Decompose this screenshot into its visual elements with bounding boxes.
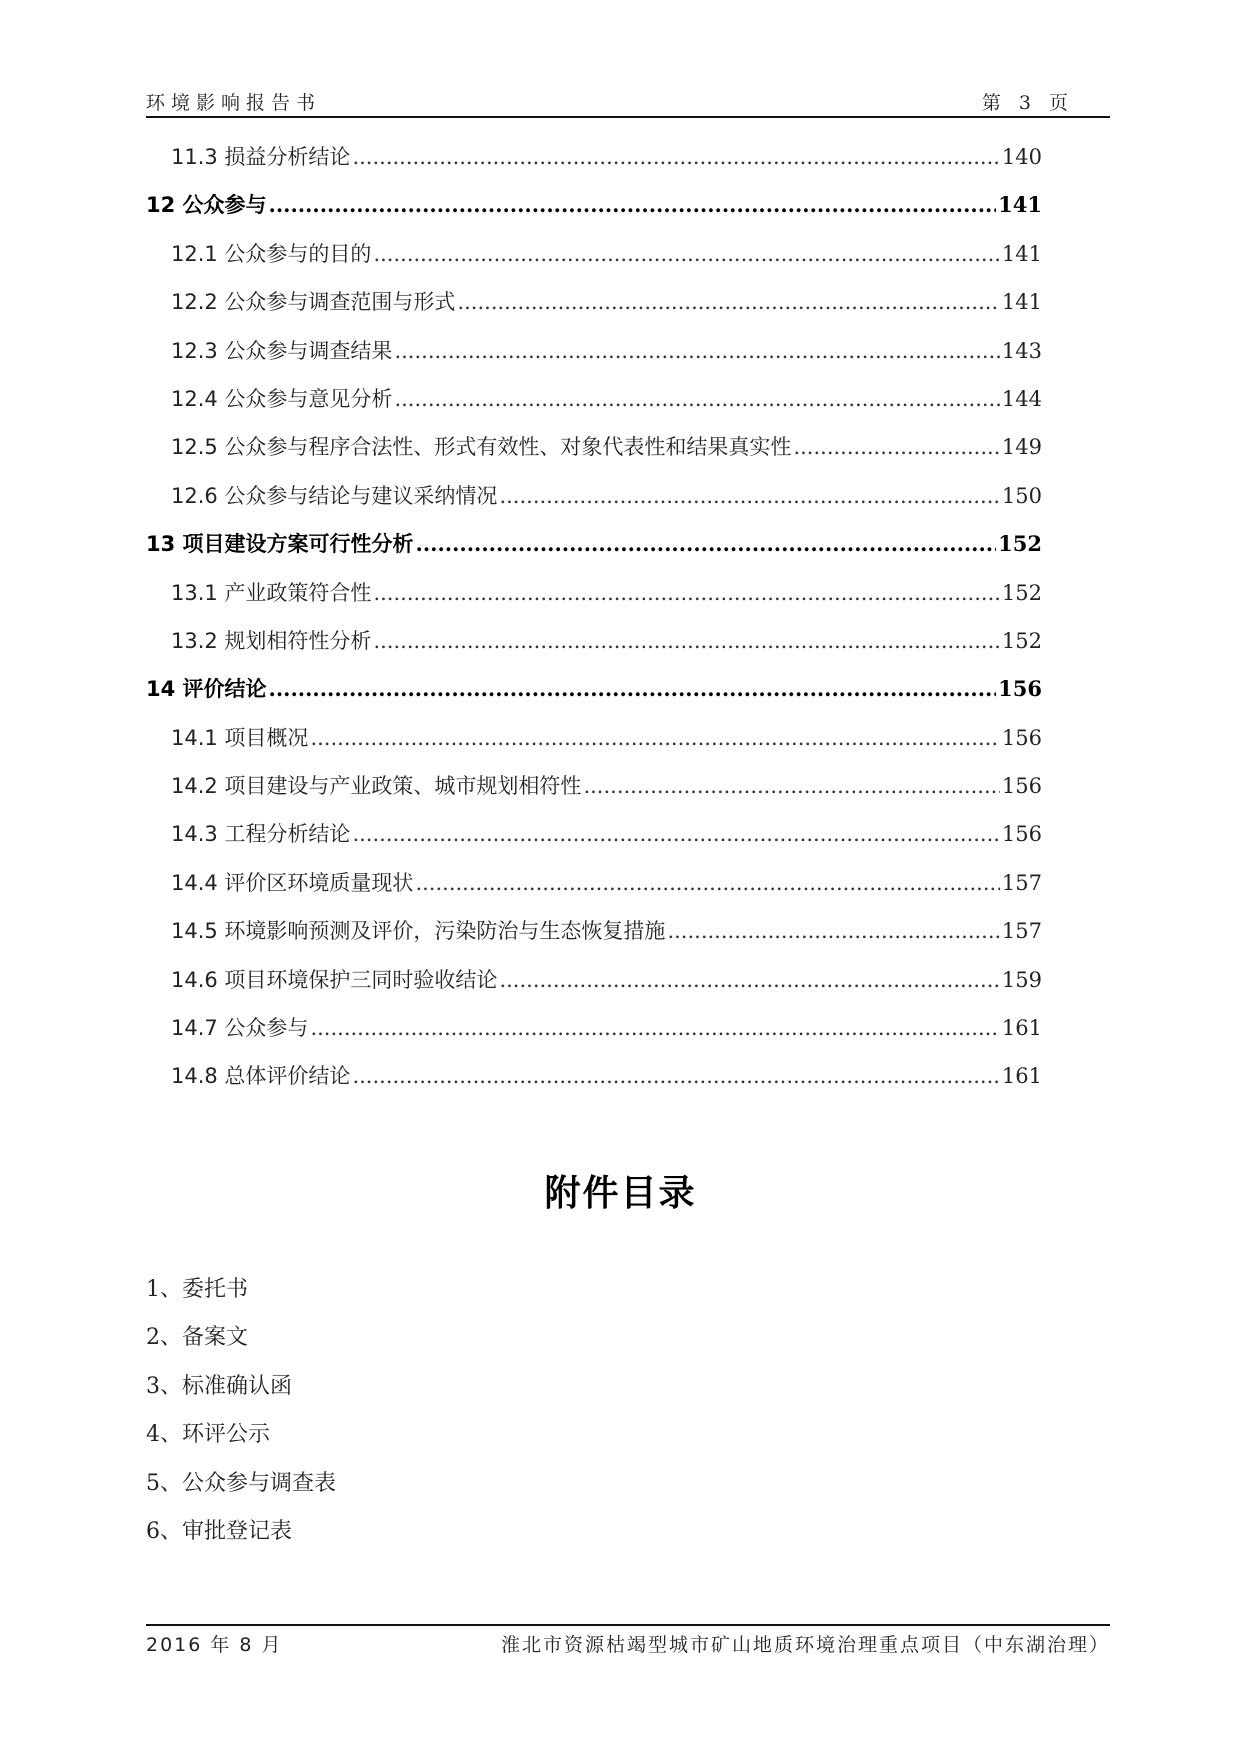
toc-entry[interactable] — [146, 288, 1042, 336]
annex-item: 6、审批登记表 — [146, 1518, 292, 1544]
toc-entry-label: 11.3 损益分析结论 — [171, 145, 351, 169]
toc-leader-dots — [310, 1014, 999, 1042]
footer-project-name: 淮北市资源枯竭型城市矿山地质环境治理重点项目（中东湖治理） — [500, 1634, 1110, 1656]
toc-leader-dots — [269, 191, 997, 219]
toc-leader-dots — [352, 143, 999, 171]
annex-item: 2、备案文 — [146, 1325, 248, 1351]
toc-entry[interactable] — [146, 579, 1042, 627]
toc-leader-dots — [793, 433, 999, 461]
toc-leader-dots — [667, 917, 999, 945]
annex-list — [146, 1275, 336, 1565]
toc-entry-label: 14.4 评价区环境质量现状 — [171, 870, 414, 895]
toc-leader-dots — [583, 772, 999, 800]
toc-leader-dots — [373, 579, 999, 607]
toc-entry-page: 140 — [1001, 145, 1042, 169]
toc-entry[interactable] — [146, 772, 1042, 820]
toc-entry-page: 159 — [1001, 967, 1042, 992]
toc-leader-dots — [499, 966, 999, 994]
toc-leader-dots — [416, 530, 997, 558]
toc-entry[interactable] — [146, 966, 1042, 1014]
toc-entry[interactable] — [146, 1062, 1042, 1110]
toc-entry[interactable] — [146, 482, 1042, 530]
toc-entry-label: 13.2 规划相符性分析 — [171, 628, 372, 653]
toc-entry-label: 14 评价结论 — [146, 677, 267, 702]
document-title: 环境影响报告书 — [146, 92, 322, 114]
toc-entry[interactable] — [146, 820, 1042, 868]
toc-leader-dots — [373, 627, 999, 655]
toc-entry-page: 152 — [1001, 580, 1042, 605]
toc-entry-label: 12 公众参与 — [146, 193, 267, 218]
annex-item: 5、公众参与调查表 — [146, 1470, 336, 1496]
toc-entry-label: 14.7 公众参与 — [171, 1016, 309, 1041]
toc-entry-page: 156 — [1001, 725, 1042, 750]
toc-entry-page: 143 — [1001, 338, 1042, 363]
toc-entry-page: 156 — [998, 676, 1042, 702]
toc-leader-dots — [352, 1062, 999, 1090]
toc-entry-label: 12.1 公众参与的目的 — [171, 241, 372, 266]
toc-entry-label: 14.8 总体评价结论 — [171, 1064, 351, 1089]
toc-entry-label: 12.2 公众参与调查范围与形式 — [171, 290, 456, 315]
toc-entry-label: 12.3 公众参与调查结果 — [171, 338, 393, 363]
toc-leader-dots — [269, 675, 997, 703]
toc-leader-dots — [415, 869, 999, 897]
toc-entry-page: 156 — [1001, 774, 1042, 799]
toc-entry-label: 14.6 项目环境保护三同时验收结论 — [171, 967, 498, 992]
toc-entry-page: 150 — [1001, 483, 1042, 508]
toc-entry[interactable] — [146, 240, 1042, 288]
toc-entry[interactable] — [146, 724, 1042, 772]
toc-entry[interactable] — [146, 1014, 1042, 1062]
toc-entry-page: 152 — [998, 531, 1042, 557]
toc-entry-page: 144 — [1001, 386, 1042, 411]
footer-date: 2016 年 8 月 — [146, 1634, 283, 1656]
annex-item: 4、环评公示 — [146, 1422, 270, 1448]
toc-entry-page: 141 — [1001, 241, 1042, 266]
toc-entry-page: 149 — [1001, 435, 1042, 460]
toc-entry-page: 156 — [1001, 822, 1042, 847]
page-header — [146, 88, 1110, 114]
toc-leader-dots — [457, 288, 999, 316]
toc-entry-label: 14.5 环境影响预测及评价，污染防治与生态恢复措施 — [171, 919, 666, 944]
toc-entry-label: 14.2 项目建设与产业政策、城市规划相符性 — [171, 774, 582, 799]
toc-entry[interactable] — [146, 433, 1042, 481]
toc-entry[interactable] — [146, 627, 1042, 675]
toc-entry-label: 14.3 工程分析结论 — [171, 822, 351, 847]
toc-leader-dots — [394, 337, 999, 365]
footer-divider — [146, 1624, 1110, 1626]
annex-title: 附件目录 — [544, 1173, 697, 1214]
toc-entry[interactable] — [146, 675, 1042, 723]
toc-entry-page: 161 — [1001, 1064, 1042, 1089]
toc-entry-label: 14.1 项目概况 — [171, 725, 309, 750]
toc-entry-label: 13.1 产业政策符合性 — [171, 580, 372, 605]
page-number: 第 3 页 — [981, 92, 1074, 114]
toc-entry-label: 12.4 公众参与意见分析 — [171, 386, 393, 411]
toc-leader-dots — [499, 482, 999, 510]
toc-entry[interactable] — [146, 143, 1042, 191]
table-of-contents — [146, 143, 1042, 1111]
toc-entry-page: 141 — [1001, 290, 1042, 315]
toc-leader-dots — [373, 240, 999, 268]
toc-leader-dots — [310, 724, 999, 752]
toc-entry[interactable] — [146, 869, 1042, 917]
toc-entry[interactable] — [146, 337, 1042, 385]
toc-entry[interactable] — [146, 917, 1042, 965]
toc-entry-label: 12.6 公众参与结论与建议采纳情况 — [171, 483, 498, 508]
toc-entry-page: 157 — [1001, 870, 1042, 895]
toc-entry-page: 152 — [1001, 628, 1042, 653]
toc-leader-dots — [352, 820, 999, 848]
annex-item: 1、委托书 — [146, 1277, 248, 1302]
page-footer — [146, 1630, 1110, 1658]
toc-entry-label: 12.5 公众参与程序合法性、形式有效性、对象代表性和结果真实性 — [171, 435, 792, 460]
toc-entry-page: 141 — [998, 192, 1042, 218]
toc-entry[interactable] — [146, 385, 1042, 433]
header-divider — [146, 116, 1110, 118]
toc-entry[interactable] — [146, 530, 1042, 578]
toc-entry-page: 157 — [1001, 919, 1042, 944]
annex-item: 3、标准确认函 — [146, 1373, 292, 1399]
toc-entry[interactable] — [146, 191, 1042, 239]
toc-leader-dots — [394, 385, 999, 413]
toc-entry-label: 13 项目建设方案可行性分析 — [146, 532, 414, 557]
toc-entry-page: 161 — [1001, 1016, 1042, 1041]
